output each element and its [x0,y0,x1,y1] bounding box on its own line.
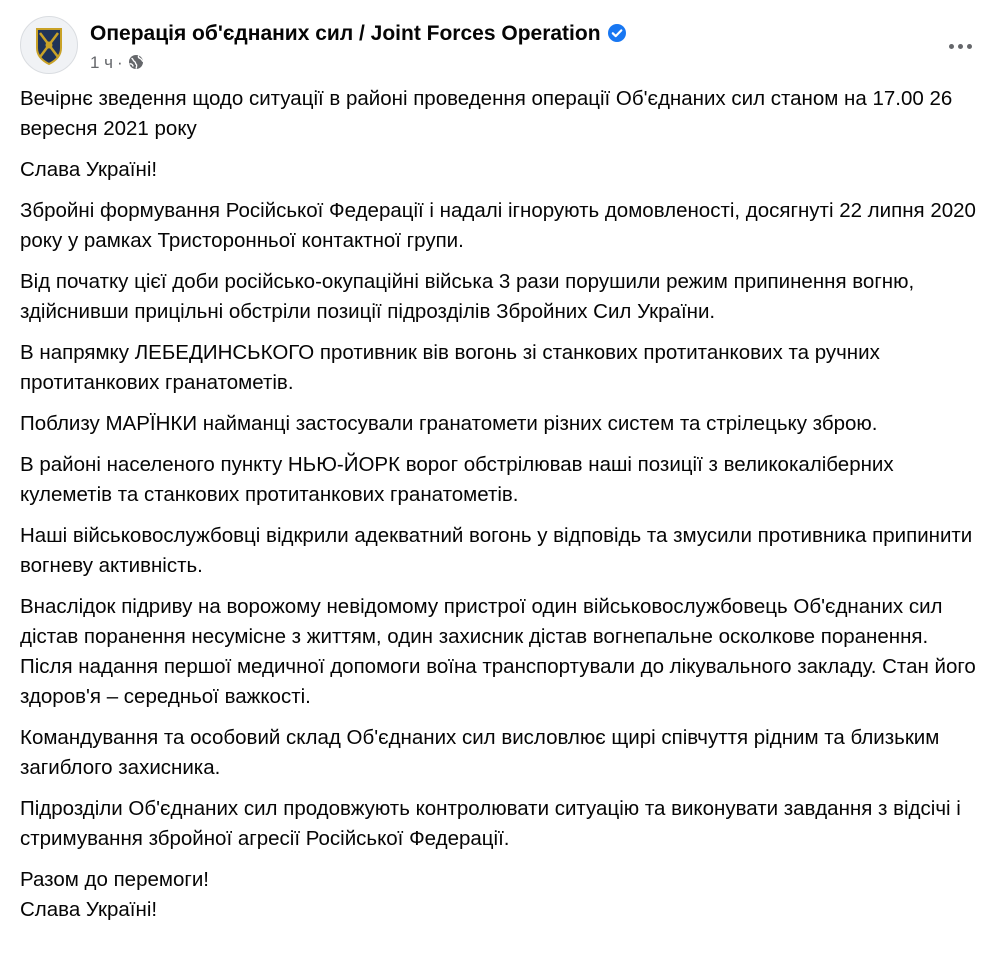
globe-icon[interactable] [128,54,144,70]
verified-badge-icon [607,23,627,43]
post-paragraph: Поблизу МАРЇНКИ найманці застосували гранатомети різних систем та стрілецьку зброю. [20,412,878,435]
more-horizontal-icon-dot [958,44,963,49]
jfo-emblem-icon [21,17,77,73]
page-name[interactable] [90,21,627,47]
post-paragraph: Слава Україні! [20,898,158,921]
more-horizontal-icon [949,44,954,49]
post-paragraph: Командування та особовий склад Об'єднаних сил висловлює щирі співчуття рідним та близьким загиблого захисника. [20,726,940,779]
post-paragraph: Слава Україні! [20,158,158,181]
meta-separator: · [117,53,123,72]
post-paragraph: Наші військовослужбовці відкрили адекватний вогонь у відповідь та змусили противника припинити вогневу активність. [20,524,973,577]
post-paragraph: Підрозділи Об'єднаних сил продовжують контролювати ситуацію та виконувати завдання з відсічі і стримування збройної агресії Російської Федерації. [20,797,961,850]
more-horizontal-icon-dot [967,44,972,49]
post-paragraph: Збройні формування Російської Федерації і надалі ігнорують домовленості, досягнуті 22 липня 2020 року у рамках Тристоронньої контактної групи. [20,199,976,252]
post-paragraph: В напрямку ЛЕБЕДИНСЬКОГО противник вів вогонь зі станкових протитанкових та ручних протитанкових гранатометів. [20,341,880,394]
post-meta [90,52,144,74]
post-paragraph: Разом до перемоги! [20,868,210,891]
post-body [20,84,980,936]
post-timestamp[interactable]: 1 ч [90,53,114,72]
page-name-text[interactable]: Операція об'єднаних сил / Joint Forces Operation [90,22,601,45]
more-options-button[interactable] [940,28,980,64]
post-paragraph: В районі населеного пункту НЬЮ-ЙОРК ворог обстрілював наші позиції з великокаліберних кулеметів та станкових протитанкових гранатометів. [20,453,894,506]
post-paragraph: Внаслідок підриву на ворожому невідомому пристрої один військовослужбовець Об'єднаних сил дістав поранення несумісне з життям, один захисник дістав вогнепальне осколкове поранення. Після надання першої медичної допомоги воїна транспортували до лікувального закладу. Стан його здоров'я – середньої важкості. [20,595,976,708]
post-paragraph: Від початку цієї доби російсько-окупаційні війська 3 рази порушили режим припинення вогню, здійснивши прицільні обстріли позиції підрозділів Збройних Сил України. [20,270,915,323]
post-paragraph: Вечірнє зведення щодо ситуації в районі проведення операції Об'єднаних сил станом на 17.00 26 вересня 2021 року [20,87,953,140]
post-header [20,14,980,78]
page-avatar[interactable] [20,16,78,74]
